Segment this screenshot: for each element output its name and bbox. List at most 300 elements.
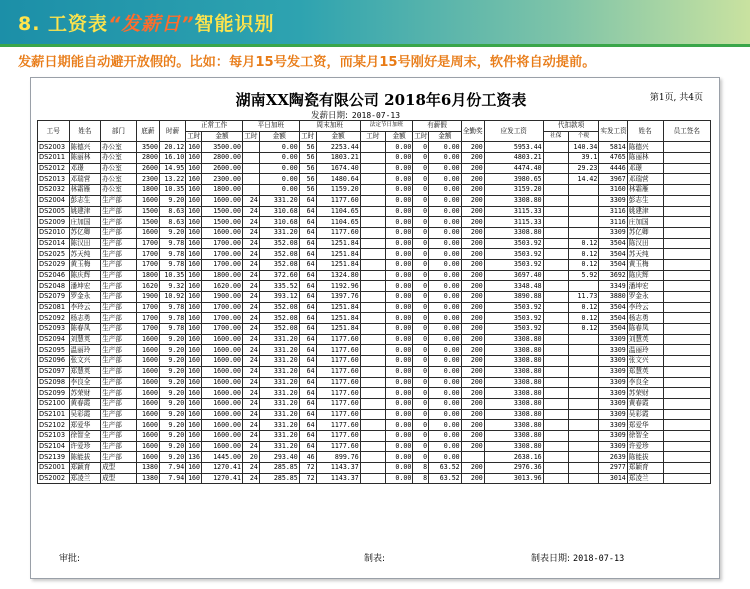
cell-net: 3309 <box>599 345 627 356</box>
cell-leave-hours: 8 <box>413 473 429 484</box>
cell-tax <box>568 334 598 345</box>
cell-weekday-ot-hours: 24 <box>242 217 259 228</box>
cell-hourly: 7.94 <box>159 473 185 484</box>
cell-dept: 办公室 <box>101 185 137 196</box>
cell-leave-amount: 0.00 <box>429 249 462 260</box>
cell-dept: 生产部 <box>101 409 137 420</box>
table-row <box>38 452 711 463</box>
cell-id: DS2013 <box>38 174 70 185</box>
cell-id: DS2096 <box>38 356 70 367</box>
cell-signature <box>663 185 710 196</box>
cell-base: 1600 <box>136 377 159 388</box>
cell-weekday-ot-amount: 331.20 <box>259 430 299 441</box>
cell-holiday-ot-hours <box>360 302 385 313</box>
cell-name2: 邓璟 <box>627 163 663 174</box>
cell-weekend-ot-amount: 1803.21 <box>316 153 360 164</box>
cell-name2: 彭志生 <box>627 195 663 206</box>
cell-social <box>543 388 568 399</box>
cell-base: 1700 <box>136 313 159 324</box>
table-row <box>38 142 711 153</box>
cell-normal-hours: 160 <box>186 302 202 313</box>
cell-base: 1600 <box>136 388 159 399</box>
cell-name2: 许爱珍 <box>627 441 663 452</box>
cell-id: DS2100 <box>38 398 70 409</box>
cell-name: 刘慧英 <box>69 334 101 345</box>
cell-social <box>543 142 568 153</box>
cell-weekday-ot-hours: 24 <box>242 324 259 335</box>
table-row <box>38 206 711 217</box>
cell-weekday-ot-amount: 352.08 <box>259 238 299 249</box>
cell-attendance-award: 200 <box>461 153 484 164</box>
cell-normal-amount: 1700.00 <box>201 302 242 313</box>
cell-holiday-ot-amount: 0.00 <box>385 420 412 431</box>
cell-weekend-ot-hours: 72 <box>299 463 316 474</box>
cell-name: 许爱珍 <box>69 441 101 452</box>
cell-name: 郑慧英 <box>69 366 101 377</box>
cell-net: 3880 <box>599 292 627 303</box>
cell-normal-amount: 1500.00 <box>201 217 242 228</box>
cell-tax: 5.92 <box>568 270 598 281</box>
cell-weekday-ot-amount: 352.08 <box>259 313 299 324</box>
cell-normal-hours: 160 <box>186 206 202 217</box>
header-tax: 个税 <box>568 131 598 142</box>
cell-attendance-award: 200 <box>461 249 484 260</box>
cell-leave-amount: 0.00 <box>429 302 462 313</box>
cell-net: 3309 <box>599 334 627 345</box>
cell-social <box>543 281 568 292</box>
cell-normal-amount: 1270.41 <box>201 463 242 474</box>
cell-leave-amount: 0.00 <box>429 452 462 463</box>
cell-normal-amount: 1600.00 <box>201 441 242 452</box>
cell-tax <box>568 185 598 196</box>
cell-normal-amount: 1600.00 <box>201 366 242 377</box>
cell-gross: 3503.92 <box>484 302 543 313</box>
cell-dept: 生产部 <box>101 270 137 281</box>
cell-normal-amount: 1600.00 <box>201 377 242 388</box>
cell-signature <box>663 345 710 356</box>
cell-hourly: 10.35 <box>159 270 185 281</box>
cell-weekend-ot-hours: 64 <box>299 398 316 409</box>
cell-base: 1620 <box>136 281 159 292</box>
cell-dept: 生产部 <box>101 377 137 388</box>
header-hourly: 时薪 <box>159 121 185 142</box>
cell-weekend-ot-hours: 64 <box>299 430 316 441</box>
cell-normal-hours: 160 <box>186 313 202 324</box>
cell-name: 郑颖育 <box>69 463 101 474</box>
cell-hourly: 9.20 <box>159 409 185 420</box>
cell-weekday-ot-amount: 331.20 <box>259 366 299 377</box>
cell-social <box>543 398 568 409</box>
cell-gross: 3503.92 <box>484 313 543 324</box>
cell-holiday-ot-amount: 0.00 <box>385 356 412 367</box>
cell-dept: 生产部 <box>101 238 137 249</box>
cell-normal-amount: 1900.00 <box>201 292 242 303</box>
cell-base: 1700 <box>136 259 159 270</box>
cell-weekend-ot-amount: 1177.60 <box>316 227 360 238</box>
cell-weekday-ot-amount: 335.52 <box>259 281 299 292</box>
cell-leave-amount: 0.00 <box>429 142 462 153</box>
cell-weekday-ot-amount: 293.40 <box>259 452 299 463</box>
cell-gross: 3980.65 <box>484 174 543 185</box>
cell-gross: 3308.80 <box>484 430 543 441</box>
cell-weekend-ot-hours: 64 <box>299 324 316 335</box>
cell-hourly: 8.63 <box>159 217 185 228</box>
cell-tax <box>568 227 598 238</box>
cell-weekday-ot-amount: 352.08 <box>259 302 299 313</box>
cell-name2: 李玲云 <box>627 302 663 313</box>
cell-attendance-award: 200 <box>461 195 484 206</box>
cell-gross: 4803.21 <box>484 153 543 164</box>
cell-weekday-ot-hours: 24 <box>242 206 259 217</box>
cell-id: DS2011 <box>38 153 70 164</box>
cell-weekend-ot-hours: 64 <box>299 206 316 217</box>
cell-holiday-ot-amount: 0.00 <box>385 452 412 463</box>
cell-weekend-ot-amount: 1104.65 <box>316 217 360 228</box>
cell-base: 1380 <box>136 473 159 484</box>
cell-weekday-ot-hours: 24 <box>242 430 259 441</box>
cell-normal-amount: 1600.00 <box>201 388 242 399</box>
cell-leave-hours: 0 <box>413 324 429 335</box>
banner-title-suffix: 智能识别 <box>194 13 275 35</box>
table-row <box>38 366 711 377</box>
cell-dept: 办公室 <box>101 174 137 185</box>
cell-signature <box>663 430 710 441</box>
cell-holiday-ot-hours <box>360 334 385 345</box>
cell-weekday-ot-hours: 24 <box>242 302 259 313</box>
cell-net: 3504 <box>599 259 627 270</box>
cell-tax: 0.12 <box>568 324 598 335</box>
cell-weekday-ot-hours: 24 <box>242 366 259 377</box>
cell-net: 3309 <box>599 420 627 431</box>
cell-base: 1600 <box>136 227 159 238</box>
table-row <box>38 227 711 238</box>
cell-gross: 3308.80 <box>484 345 543 356</box>
cell-leave-amount: 0.00 <box>429 195 462 206</box>
cell-name: 罗金永 <box>69 292 101 303</box>
cell-attendance-award: 200 <box>461 463 484 474</box>
cell-net: 3160 <box>599 185 627 196</box>
cell-weekend-ot-hours: 56 <box>299 163 316 174</box>
cell-weekday-ot-amount: 331.20 <box>259 334 299 345</box>
cell-holiday-ot-hours <box>360 452 385 463</box>
cell-dept: 成型 <box>101 463 137 474</box>
cell-weekday-ot-amount: 0.00 <box>259 185 299 196</box>
cell-normal-hours: 160 <box>186 270 202 281</box>
cell-normal-amount: 1700.00 <box>201 259 242 270</box>
cell-normal-hours: 160 <box>186 324 202 335</box>
cell-weekday-ot-amount: 331.20 <box>259 345 299 356</box>
cell-holiday-ot-amount: 0.00 <box>385 430 412 441</box>
cell-weekend-ot-hours: 64 <box>299 366 316 377</box>
table-row <box>38 313 711 324</box>
cell-holiday-ot-hours <box>360 227 385 238</box>
cell-holiday-ot-amount: 0.00 <box>385 345 412 356</box>
cell-normal-amount: 1600.00 <box>201 430 242 441</box>
cell-leave-amount: 0.00 <box>429 366 462 377</box>
cell-leave-amount: 0.00 <box>429 227 462 238</box>
cell-normal-amount: 1800.00 <box>201 185 242 196</box>
cell-name2: 吴彩霞 <box>627 409 663 420</box>
cell-attendance-award: 200 <box>461 441 484 452</box>
cell-leave-hours: 0 <box>413 292 429 303</box>
cell-normal-hours: 160 <box>186 388 202 399</box>
cell-normal-hours: 160 <box>186 292 202 303</box>
cell-normal-amount: 1600.00 <box>201 345 242 356</box>
cell-base: 1600 <box>136 356 159 367</box>
cell-weekday-ot-hours <box>242 185 259 196</box>
cell-name2: 邓瑞营 <box>627 174 663 185</box>
cell-leave-hours: 0 <box>413 430 429 441</box>
cell-attendance-award: 200 <box>461 345 484 356</box>
cell-normal-amount: 1600.00 <box>201 195 242 206</box>
cell-net: 3309 <box>599 377 627 388</box>
cell-net: 3309 <box>599 195 627 206</box>
cell-name2: 李良全 <box>627 377 663 388</box>
cell-weekend-ot-hours: 56 <box>299 185 316 196</box>
cell-hourly: 9.20 <box>159 366 185 377</box>
cell-weekday-ot-hours: 20 <box>242 452 259 463</box>
cell-normal-hours: 160 <box>186 377 202 388</box>
cell-attendance-award: 200 <box>461 292 484 303</box>
cell-signature <box>663 238 710 249</box>
cell-leave-hours: 0 <box>413 377 429 388</box>
cell-holiday-ot-amount: 0.00 <box>385 463 412 474</box>
cell-weekend-ot-amount: 1324.80 <box>316 270 360 281</box>
cell-weekday-ot-amount: 352.08 <box>259 259 299 270</box>
cell-signature <box>663 195 710 206</box>
cell-weekend-ot-amount: 1104.65 <box>316 206 360 217</box>
cell-base: 1600 <box>136 398 159 409</box>
cell-weekend-ot-amount: 1177.60 <box>316 430 360 441</box>
cell-weekend-ot-hours: 64 <box>299 270 316 281</box>
cell-weekend-ot-hours: 64 <box>299 249 316 260</box>
cell-net: 3504 <box>599 324 627 335</box>
payroll-table <box>37 120 711 484</box>
cell-name2: 郑爱华 <box>627 420 663 431</box>
cell-name: 张文兴 <box>69 356 101 367</box>
cell-dept: 生产部 <box>101 441 137 452</box>
header-hours: 工时 <box>360 131 385 142</box>
cell-id: DS2139 <box>38 452 70 463</box>
cell-tax: 0.12 <box>568 259 598 270</box>
cell-base: 1600 <box>136 366 159 377</box>
cell-leave-amount: 0.00 <box>429 217 462 228</box>
header-hours: 工时 <box>187 132 201 141</box>
cell-weekday-ot-amount: 352.08 <box>259 324 299 335</box>
cell-net: 3309 <box>599 441 627 452</box>
cell-gross: 3308.80 <box>484 441 543 452</box>
cell-weekday-ot-hours: 24 <box>242 270 259 281</box>
cell-name: 林霜雁 <box>69 185 101 196</box>
cell-holiday-ot-hours <box>360 249 385 260</box>
cell-name: 陈能拔 <box>69 452 101 463</box>
cell-normal-hours: 160 <box>186 463 202 474</box>
cell-leave-amount: 0.00 <box>429 281 462 292</box>
make-date-label: 制表日期: <box>531 554 571 564</box>
cell-weekday-ot-hours: 24 <box>242 441 259 452</box>
cell-weekday-ot-hours <box>242 174 259 185</box>
cell-gross: 2976.36 <box>484 463 543 474</box>
cell-gross: 5953.44 <box>484 142 543 153</box>
cell-holiday-ot-amount: 0.00 <box>385 281 412 292</box>
cell-gross: 3308.80 <box>484 195 543 206</box>
cell-social <box>543 324 568 335</box>
cell-attendance-award: 200 <box>461 473 484 484</box>
table-row <box>38 163 711 174</box>
header-deduction: 代扣款项 <box>543 121 599 132</box>
cell-name: 徐智全 <box>69 430 101 441</box>
cell-holiday-ot-hours <box>360 324 385 335</box>
cell-net: 3014 <box>599 473 627 484</box>
cell-signature <box>663 153 710 164</box>
cell-attendance-award: 200 <box>461 281 484 292</box>
cell-normal-amount: 1600.00 <box>201 420 242 431</box>
cell-hourly: 9.20 <box>159 388 185 399</box>
cell-net: 4446 <box>599 163 627 174</box>
cell-signature <box>663 206 710 217</box>
cell-weekday-ot-hours: 24 <box>242 345 259 356</box>
cell-name: 邓瑞营 <box>69 174 101 185</box>
cell-base: 1700 <box>136 302 159 313</box>
cell-normal-amount: 1600.00 <box>201 398 242 409</box>
cell-gross: 3308.80 <box>484 388 543 399</box>
cell-name2: 徐智全 <box>627 430 663 441</box>
cell-gross: 3115.33 <box>484 217 543 228</box>
cell-holiday-ot-hours <box>360 195 385 206</box>
cell-name2: 苏亿卿 <box>627 227 663 238</box>
cell-leave-hours: 0 <box>413 153 429 164</box>
cell-weekday-ot-hours: 24 <box>242 292 259 303</box>
cell-weekday-ot-hours: 24 <box>242 227 259 238</box>
cell-holiday-ot-amount: 0.00 <box>385 249 412 260</box>
cell-name2: 刘慧英 <box>627 334 663 345</box>
cell-dept: 生产部 <box>101 388 137 399</box>
header-amount: 金额 <box>201 131 242 142</box>
cell-normal-hours: 160 <box>186 473 202 484</box>
cell-net: 3349 <box>599 281 627 292</box>
cell-leave-amount: 0.00 <box>429 174 462 185</box>
cell-tax <box>568 377 598 388</box>
cell-name: 彭志生 <box>69 195 101 206</box>
header-signature: 员工签名 <box>663 121 710 142</box>
review-signoff: 审批: <box>59 554 81 564</box>
cell-weekend-ot-amount: 1177.60 <box>316 377 360 388</box>
cell-attendance-award: 200 <box>461 238 484 249</box>
cell-weekend-ot-amount: 1480.64 <box>316 174 360 185</box>
header-holiday-ot: 法定节日加班 <box>360 121 413 132</box>
cell-attendance-award: 200 <box>461 420 484 431</box>
cell-attendance-award: 200 <box>461 366 484 377</box>
cell-normal-hours: 160 <box>186 163 202 174</box>
cell-social <box>543 452 568 463</box>
cell-attendance-award: 200 <box>461 324 484 335</box>
cell-leave-amount: 0.00 <box>429 313 462 324</box>
cell-weekend-ot-hours: 72 <box>299 473 316 484</box>
cell-weekend-ot-amount: 1251.84 <box>316 249 360 260</box>
cell-id: DS2001 <box>38 463 70 474</box>
cell-leave-hours: 0 <box>413 302 429 313</box>
cell-social <box>543 441 568 452</box>
cell-weekend-ot-amount: 1397.76 <box>316 292 360 303</box>
cell-name2: 庄加国 <box>627 217 663 228</box>
cell-weekend-ot-hours: 64 <box>299 313 316 324</box>
cell-tax: 140.34 <box>568 142 598 153</box>
cell-tax <box>568 452 598 463</box>
cell-name2: 罗金永 <box>627 292 663 303</box>
cell-name: 苏天纯 <box>69 249 101 260</box>
cell-name: 苏荣财 <box>69 388 101 399</box>
cell-base: 1500 <box>136 206 159 217</box>
cell-gross: 3697.40 <box>484 270 543 281</box>
cell-dept: 办公室 <box>101 163 137 174</box>
cell-id: DS2029 <box>38 259 70 270</box>
header-hours: 工时 <box>244 132 258 141</box>
cell-social <box>543 366 568 377</box>
cell-normal-hours: 160 <box>186 398 202 409</box>
cell-hourly: 9.78 <box>159 302 185 313</box>
cell-dept: 生产部 <box>101 452 137 463</box>
cell-signature <box>663 377 710 388</box>
cell-normal-hours: 160 <box>186 441 202 452</box>
table-row <box>38 153 711 164</box>
cell-leave-hours: 0 <box>413 206 429 217</box>
cell-holiday-ot-amount: 0.00 <box>385 163 412 174</box>
cell-weekend-ot-amount: 1177.60 <box>316 420 360 431</box>
cell-holiday-ot-amount: 0.00 <box>385 206 412 217</box>
cell-leave-hours: 0 <box>413 174 429 185</box>
cell-gross: 3115.33 <box>484 206 543 217</box>
cell-base: 1600 <box>136 420 159 431</box>
cell-leave-hours: 0 <box>413 366 429 377</box>
cell-normal-hours: 160 <box>186 409 202 420</box>
cell-normal-amount: 1600.00 <box>201 334 242 345</box>
cell-social <box>543 238 568 249</box>
cell-normal-hours: 160 <box>186 227 202 238</box>
cell-leave-hours: 0 <box>413 452 429 463</box>
cell-weekend-ot-amount: 1143.37 <box>316 473 360 484</box>
cell-signature <box>663 441 710 452</box>
header-amount: 金额 <box>385 131 412 142</box>
cell-base: 2300 <box>136 174 159 185</box>
cell-dept: 生产部 <box>101 217 137 228</box>
cell-gross: 3348.48 <box>484 281 543 292</box>
cell-leave-hours: 0 <box>413 345 429 356</box>
cell-weekday-ot-amount: 0.00 <box>259 174 299 185</box>
header-name: 姓名 <box>69 121 101 142</box>
cell-weekday-ot-amount: 331.20 <box>259 398 299 409</box>
cell-name2: 潘坤宏 <box>627 281 663 292</box>
cell-leave-amount: 0.00 <box>429 420 462 431</box>
cell-leave-hours: 0 <box>413 409 429 420</box>
cell-normal-hours: 160 <box>186 420 202 431</box>
cell-signature <box>663 142 710 153</box>
cell-holiday-ot-amount: 0.00 <box>385 227 412 238</box>
cell-name: 陈春凤 <box>69 324 101 335</box>
cell-social <box>543 334 568 345</box>
header-name2: 姓名 <box>627 121 663 142</box>
cell-dept: 生产部 <box>101 302 137 313</box>
make-date-value: 2018-07-13 <box>573 554 625 564</box>
cell-gross: 3308.80 <box>484 398 543 409</box>
cell-base: 3500 <box>136 142 159 153</box>
cell-leave-hours: 0 <box>413 217 429 228</box>
cell-normal-hours: 160 <box>186 249 202 260</box>
cell-id: DS2092 <box>38 313 70 324</box>
cell-gross: 3308.80 <box>484 377 543 388</box>
table-row <box>38 398 711 409</box>
cell-gross: 3308.80 <box>484 227 543 238</box>
cell-name2: 郑凌兰 <box>627 473 663 484</box>
